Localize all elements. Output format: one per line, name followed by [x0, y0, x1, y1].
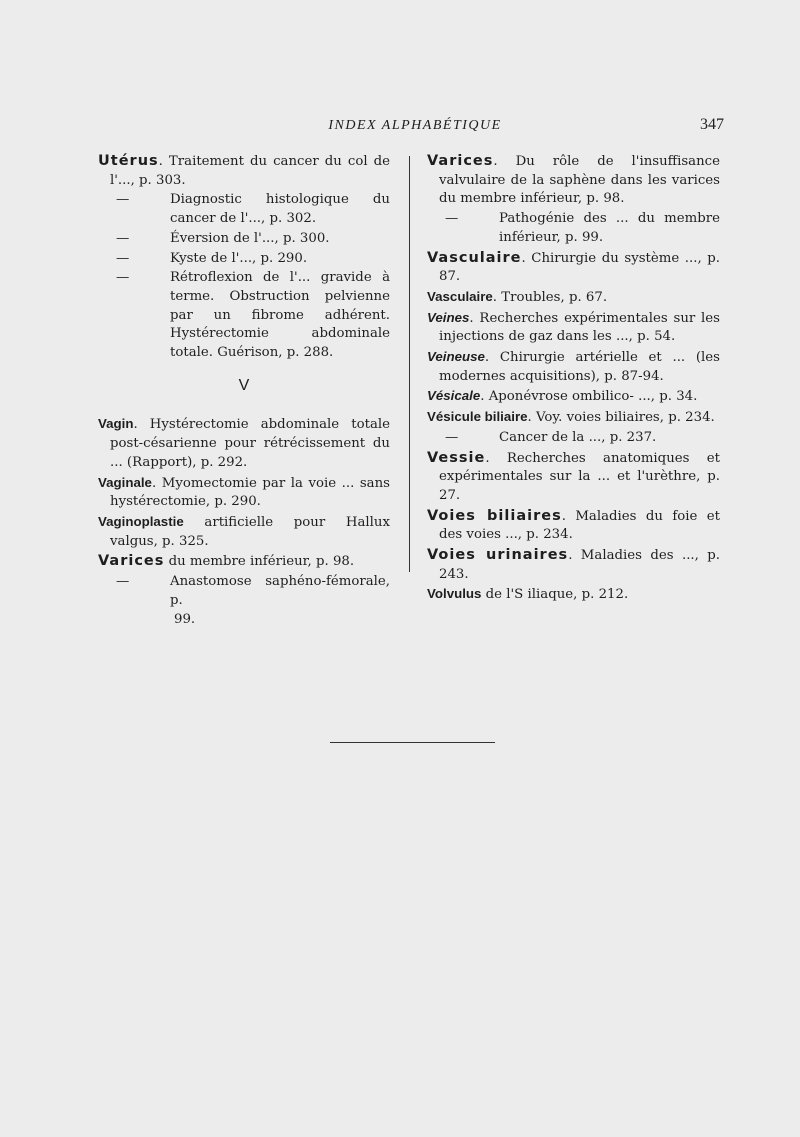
index-entry-vessie: [427, 449, 720, 506]
entry-text: . Aponévrose ombilico- ..., p. 34.: [480, 389, 698, 405]
entry-text: Cancer de la ..., p. 237.: [499, 429, 657, 445]
index-entry-varices: [427, 152, 720, 209]
index-entry-uterus: [98, 152, 390, 190]
dash: —: [116, 574, 130, 590]
entry-text: . Voy. voies biliaires, p. 234.: [527, 410, 715, 426]
headword: Vagin: [98, 416, 134, 432]
headword: Utérus: [98, 153, 159, 169]
sub-entry: [98, 269, 390, 363]
dash: —: [445, 211, 459, 227]
dash: —: [116, 230, 130, 246]
right-column: [427, 152, 720, 606]
section-letter: V: [238, 376, 250, 394]
sub-entry: [98, 191, 390, 228]
running-header: INDEX ALPHABÉTIQUE: [328, 118, 502, 133]
headword: Vasculaire: [427, 249, 522, 266]
index-entry-vaginale: [98, 474, 390, 512]
headword: Vaginoplastie: [98, 513, 184, 529]
headword: Voies biliaires: [427, 507, 562, 524]
dash: —: [116, 192, 130, 208]
entry-text: . Chirurgie artérielle et ... (les modernes acquisitions), p. 87-94.: [439, 350, 720, 384]
entry-text: Rétroflexion de l'... gravide à terme. Obstruction pelvienne par un fibrome adhérent. Hystérectomie abdominale totale. Guérison, p. 288.: [170, 270, 390, 361]
headword: Vessie: [427, 449, 486, 466]
entry-text: . Troubles, p. 67.: [492, 289, 608, 305]
headword: Vésicule biliaire: [427, 409, 528, 425]
index-entry-voies-biliaires: [427, 507, 720, 545]
sub-entry: [98, 230, 390, 249]
headword: Vasculaire: [427, 288, 493, 304]
index-entry-vesicule: [427, 408, 720, 428]
index-entry-veines: [427, 309, 720, 347]
headword: Voies urinaires: [427, 547, 569, 564]
headword: Varices: [98, 553, 165, 570]
index-entry-vaginoplastie: [98, 513, 390, 551]
entry-text: . Du rôle de l'insuffisance valvulaire de la saphène dans les varices du membre inférieur, p. 98.: [439, 154, 720, 207]
entry-text: . Hystérectomie abdominale totale post-césarienne pour rétrécissement du ... (Rapport), p. 292.: [110, 417, 390, 470]
headword: Veines: [427, 309, 470, 325]
index-entry-veineuse: [427, 348, 720, 386]
index-entry-vesicale: [427, 387, 720, 407]
entry-text: . Maladies des ..., p. 243.: [439, 548, 721, 582]
entry-text: Pathogénie des ... du membre inférieur, p. 99.: [499, 211, 720, 245]
entry-continuation: 99.: [174, 612, 196, 628]
entry-text: du membre inférieur, p. 98.: [164, 554, 355, 570]
dash: —: [445, 429, 459, 445]
column-divider: [409, 156, 410, 572]
sub-entry: [427, 429, 720, 448]
entry-text: artificielle pour Hallux valgus, p. 325.: [110, 514, 390, 549]
entry-text: Diagnostic histologique du cancer de l'..., p. 302.: [170, 192, 390, 227]
entry-text: Éversion de l'..., p. 300.: [170, 230, 330, 246]
index-entry-vagin: [98, 415, 390, 472]
dash: —: [116, 250, 130, 266]
index-entry-vasculaire-troubles: [427, 288, 720, 308]
headword: Vaginale: [98, 474, 152, 490]
headword: Vésicale: [427, 388, 481, 404]
entry-text: Anastomose saphéno-fémorale, p.: [170, 574, 390, 608]
entry-text: . Maladies du foie et des voies ..., p. 234.: [439, 508, 720, 543]
end-rule: [330, 742, 495, 743]
dash: —: [116, 270, 130, 286]
left-column: [98, 152, 390, 631]
entry-text: . Myomectomie par la voie ... sans hystérectomie, p. 290.: [110, 475, 390, 510]
entry-text: . Traitement du cancer du col de l'..., p. 303.: [110, 154, 390, 188]
entry-text: de l'S iliaque, p. 212.: [481, 587, 629, 603]
entry-text: . Chirurgie du système ..., p. 87.: [439, 250, 720, 285]
headword: Veineuse: [427, 349, 485, 365]
sub-entry: [427, 210, 720, 247]
headword: Varices: [427, 153, 494, 169]
index-entry-varices: [98, 552, 390, 572]
sub-entry: [98, 573, 390, 610]
entry-text: . Recherches anatomiques et expérimentales sur la ... et l'urèthre, p. 27.: [439, 450, 720, 503]
entry-text: Kyste de l'..., p. 290.: [170, 250, 308, 266]
headword: Volvulus: [427, 586, 482, 602]
sub-entry: [98, 250, 390, 269]
index-entry-volvulus: [427, 585, 720, 605]
index-entry-vasculaire: [427, 249, 720, 287]
index-entry-voies-urinaires: [427, 546, 720, 584]
page-number: 347: [700, 116, 724, 133]
entry-text: . Recherches expérimentales sur les injections de gaz dans les ..., p. 54.: [439, 310, 720, 345]
